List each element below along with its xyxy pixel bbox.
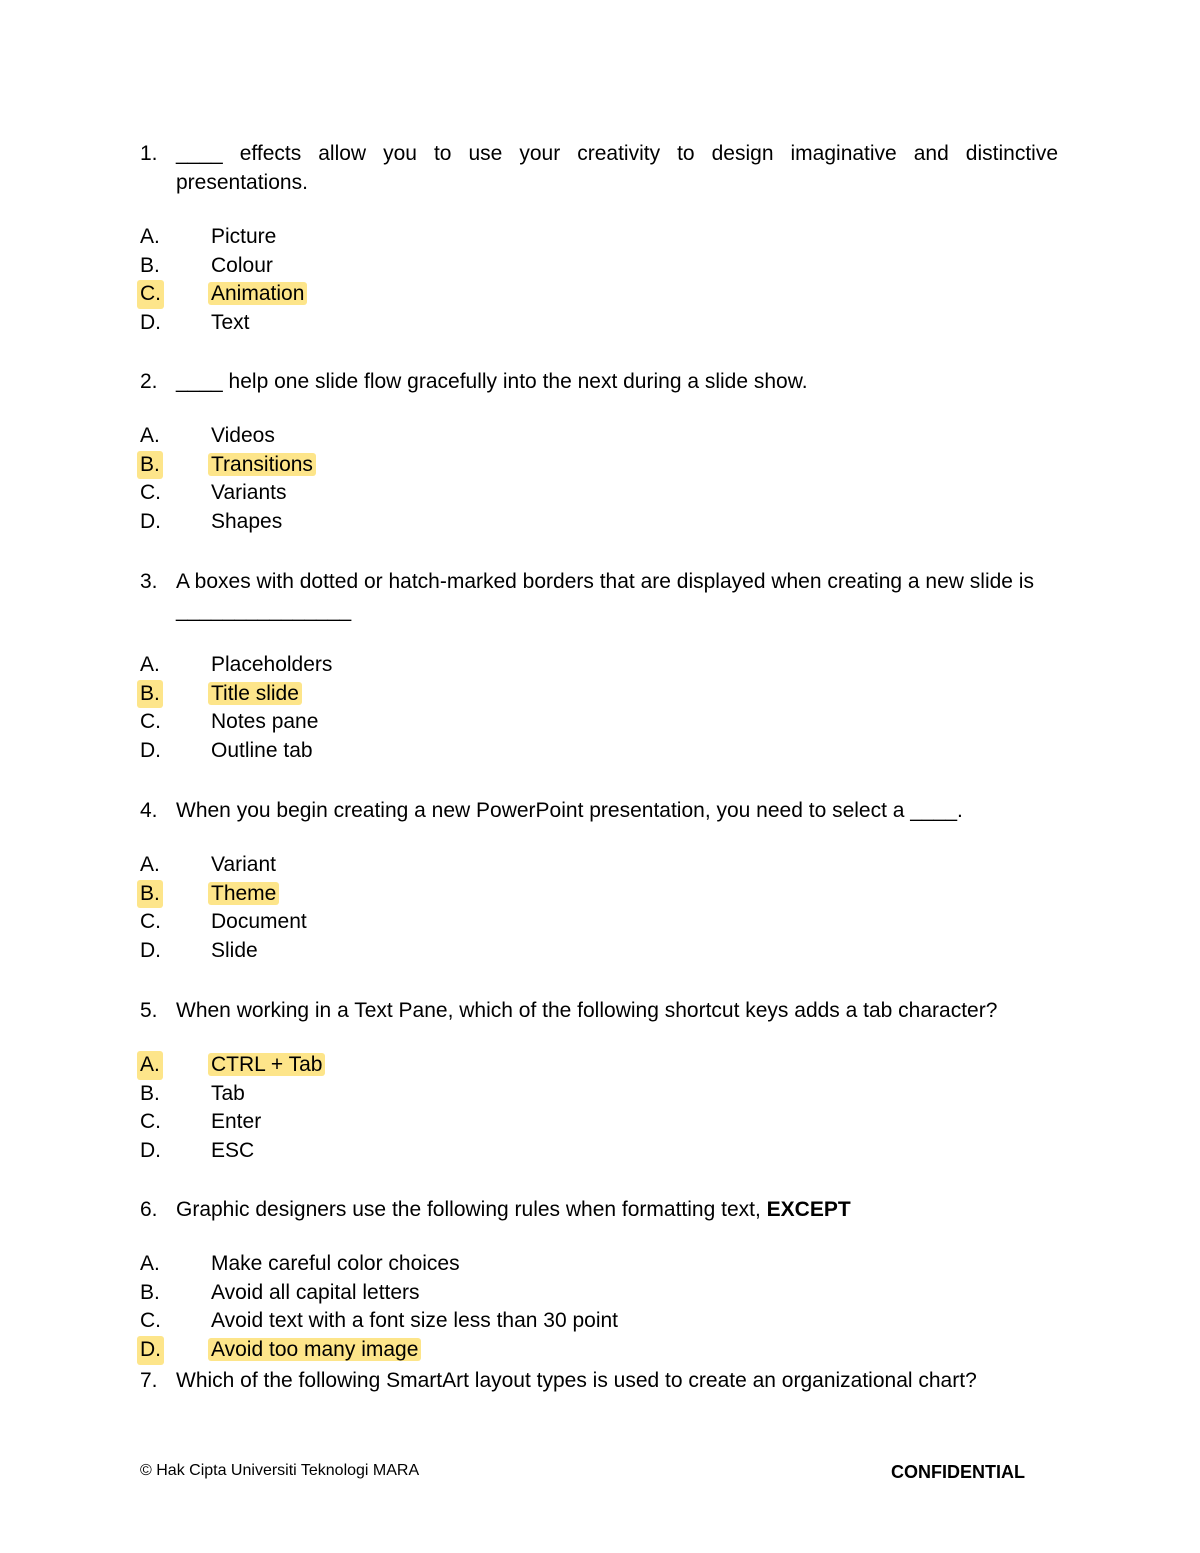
option-d (140, 309, 1058, 338)
option-letter: B. (140, 1280, 160, 1304)
option-a (140, 651, 1058, 680)
question-text: When working in a Text Pane, which of the following shortcut keys adds a tab character? (176, 999, 998, 1022)
option-d (140, 1336, 1058, 1365)
option-text: Avoid all capital letters (211, 1280, 420, 1304)
option-list (140, 422, 1058, 537)
option-list (140, 651, 1058, 766)
option-letter: C. (140, 1110, 161, 1134)
option-text: Colour (211, 253, 273, 277)
question-number: 5. (140, 999, 158, 1022)
option-text: Title slide (208, 682, 302, 705)
question-emphasis: EXCEPT (766, 1198, 851, 1221)
option-d (140, 1137, 1058, 1166)
option-list (140, 1250, 1058, 1365)
option-text: Text (211, 311, 250, 335)
option-a (140, 1051, 1058, 1080)
question-number: 6. (140, 1198, 158, 1221)
option-letter: B. (140, 1081, 160, 1105)
option-text: Slide (211, 939, 258, 963)
option-text: Videos (211, 424, 275, 447)
footer-copyright: © Hak Cipta Universiti Teknologi MARA (140, 1462, 420, 1479)
option-d (140, 737, 1058, 766)
option-letter: A. (140, 225, 160, 248)
option-text: Notes pane (211, 710, 319, 734)
question-number: 4. (140, 799, 158, 822)
option-text: CTRL + Tab (208, 1053, 325, 1076)
option-c (140, 479, 1058, 508)
question-text: ____ help one slide flow gracefully into the next during a slide show. (176, 370, 808, 393)
option-a (140, 1250, 1058, 1279)
option-b (140, 1279, 1058, 1308)
option-c (140, 908, 1058, 937)
option-a (140, 223, 1058, 252)
option-letter: A. (140, 653, 160, 676)
option-letter: D. (137, 1336, 164, 1365)
question-stem (140, 367, 1058, 396)
option-text: Variant (211, 853, 276, 876)
question-text: A boxes with dotted or hatch-marked borders that are displayed when creating a new slide is _______________ (176, 570, 1034, 622)
option-b (140, 1080, 1058, 1109)
option-letter: C. (140, 481, 161, 505)
question-stem (140, 796, 1058, 825)
question-number: 2. (140, 370, 158, 393)
option-text: Theme (208, 882, 279, 905)
option-letter: A. (140, 853, 160, 876)
option-b (140, 451, 1058, 480)
option-a (140, 851, 1058, 880)
option-text: Avoid too many image (208, 1338, 421, 1361)
option-letter: B. (137, 880, 163, 909)
option-text: Make careful color choices (211, 1252, 460, 1275)
option-d (140, 508, 1058, 537)
question-2 (140, 367, 1058, 537)
option-text: Outline tab (211, 739, 313, 763)
option-text: Placeholders (211, 653, 333, 676)
option-letter: C. (140, 910, 161, 934)
question-number: 1. (140, 142, 158, 165)
option-text: Shapes (211, 510, 283, 534)
option-letter: B. (137, 680, 163, 709)
option-letter: D. (140, 1139, 161, 1163)
option-letter: D. (140, 311, 161, 335)
option-text: Tab (211, 1081, 245, 1105)
option-letter: B. (140, 253, 160, 277)
footer-confidential: CONFIDENTIAL (891, 1462, 1025, 1482)
option-a (140, 422, 1058, 451)
question-text: Which of the following SmartArt layout types is used to create an organizational chart? (176, 1369, 977, 1392)
question-stem (140, 1195, 1058, 1224)
question-1 (140, 139, 1058, 338)
option-c (140, 1307, 1058, 1336)
option-letter: C. (137, 280, 164, 309)
option-text: Avoid text with a font size less than 30 point (211, 1309, 619, 1333)
option-c (140, 1108, 1058, 1137)
question-5 (140, 996, 1058, 1166)
question-stem (140, 139, 1058, 197)
option-letter: D. (140, 939, 161, 963)
question-text: ____ effects allow you to use your creativity to design imaginative and distinctive presentations. (176, 142, 1058, 194)
option-text: Picture (211, 225, 277, 248)
option-list (140, 1051, 1058, 1166)
option-c (140, 280, 1058, 309)
option-b (140, 880, 1058, 909)
question-6 (140, 1195, 1058, 1365)
option-text: ESC (211, 1139, 255, 1163)
option-b (140, 252, 1058, 281)
question-4 (140, 796, 1058, 966)
question-number: 3. (140, 570, 158, 593)
option-c (140, 708, 1058, 737)
option-list (140, 851, 1058, 966)
question-stem (140, 996, 1058, 1025)
option-letter: A. (140, 1252, 160, 1275)
option-letter: A. (137, 1051, 163, 1080)
option-letter: D. (140, 739, 161, 763)
question-stem (140, 567, 1058, 625)
option-text: Document (211, 910, 307, 934)
question-text: Graphic designers use the following rules when formatting text, (176, 1198, 761, 1221)
option-letter: D. (140, 510, 161, 534)
option-text: Enter (211, 1110, 262, 1134)
option-text: Transitions (208, 453, 316, 476)
question-number: 7. (140, 1369, 158, 1392)
option-list (140, 223, 1058, 338)
option-letter: A. (140, 424, 160, 447)
question-3 (140, 567, 1058, 766)
question-7 (140, 1366, 1058, 1395)
option-letter: C. (140, 1309, 161, 1333)
option-text: Animation (208, 282, 307, 305)
question-stem (140, 1366, 1058, 1395)
option-b (140, 680, 1058, 709)
option-letter: B. (137, 451, 163, 480)
option-d (140, 937, 1058, 966)
question-text: When you begin creating a new PowerPoint presentation, you need to select a ____. (176, 799, 963, 822)
option-letter: C. (140, 710, 161, 734)
option-text: Variants (211, 481, 287, 505)
